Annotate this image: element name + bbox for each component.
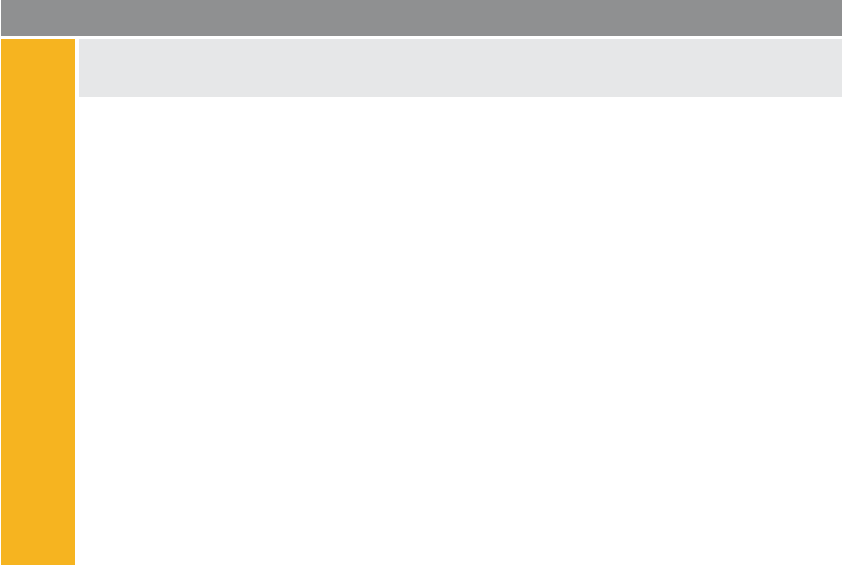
model-column	[1, 39, 75, 565]
column-header-row	[79, 39, 842, 97]
model-header	[1, 39, 75, 97]
page-title	[1, 0, 842, 36]
